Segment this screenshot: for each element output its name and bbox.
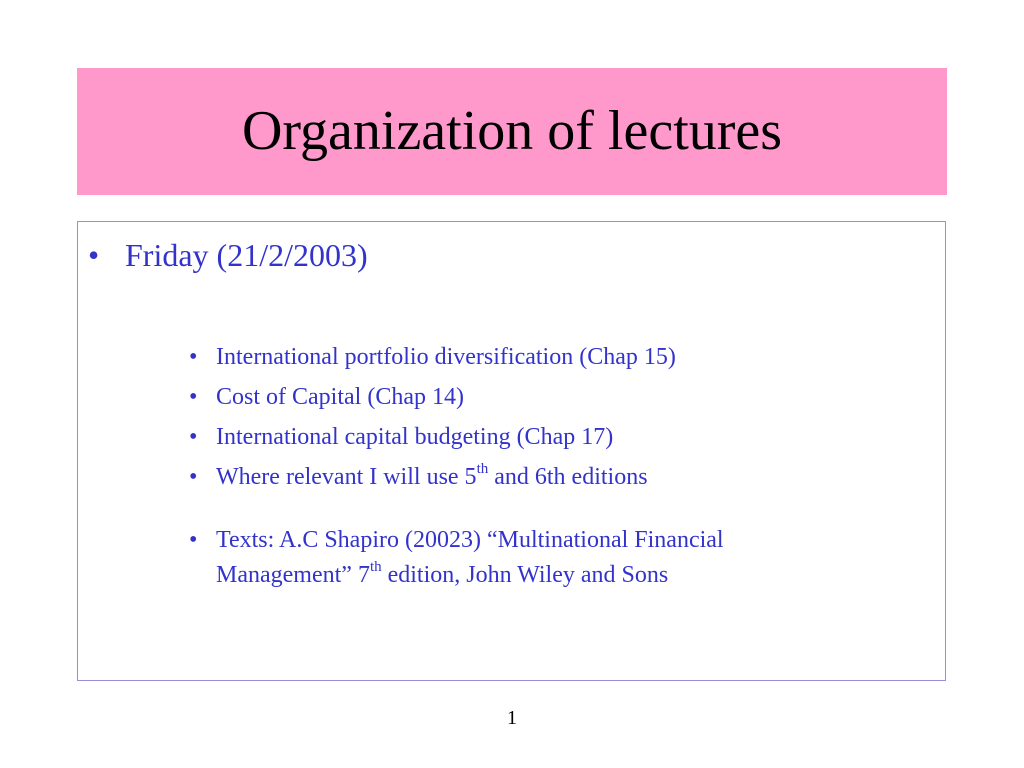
- list-item-text: [216, 523, 849, 593]
- list-item-text: International capital budgeting (Chap 17): [216, 424, 614, 450]
- list-item-text: Cost of Capital (Chap 14): [216, 384, 464, 410]
- list-item-text: [216, 460, 849, 495]
- bullet-marker: •: [88, 237, 100, 273]
- superscript: th: [476, 461, 489, 477]
- text-segment: edition, John Wiley and Sons: [381, 562, 669, 588]
- list-item-text: International portfolio diversification (Chap 15): [216, 344, 676, 370]
- text-segment: Where relevant I will use 5: [216, 464, 477, 490]
- bullet-marker: •: [189, 344, 198, 370]
- title-banner: [77, 68, 947, 195]
- list-item: [189, 460, 849, 495]
- text-segment: Texts: A.C Shapiro (20023) “Multinational Financial Management” 7: [216, 527, 724, 588]
- bullet-marker: •: [189, 527, 198, 553]
- main-bullet-text: Friday (21/2/2003): [125, 237, 368, 273]
- main-bullet-item: [88, 236, 368, 274]
- bullet-marker: •: [189, 464, 198, 490]
- list-item: [189, 523, 849, 593]
- superscript: th: [369, 559, 382, 575]
- list-item: [189, 420, 849, 455]
- sub-bullet-list: [189, 340, 849, 598]
- page-number: 1: [507, 707, 517, 729]
- slide-title: Organization of lectures: [241, 99, 783, 162]
- list-item: [189, 380, 849, 415]
- bullet-marker: •: [189, 384, 198, 410]
- list-item: [189, 340, 849, 375]
- bullet-marker: •: [189, 424, 198, 450]
- text-segment: and 6th editions: [488, 464, 648, 490]
- content-area: [77, 221, 946, 681]
